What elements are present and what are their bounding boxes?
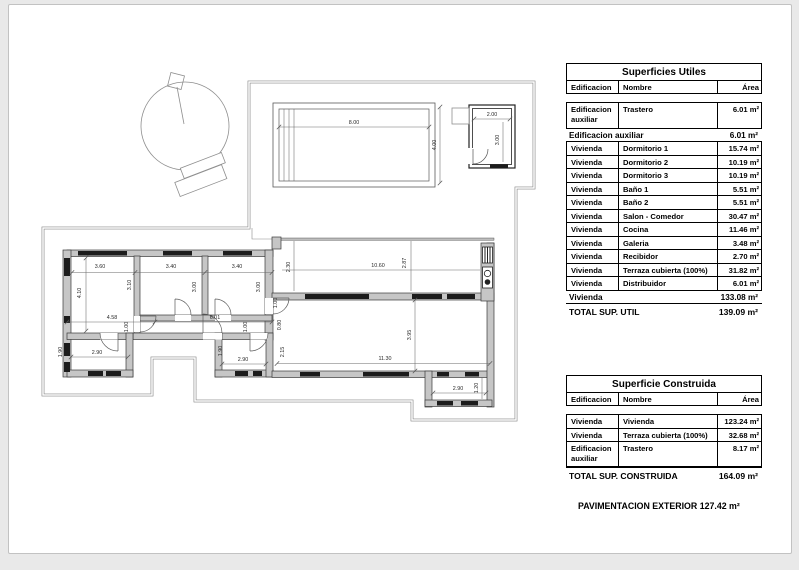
total-value: 164.09 m² [718,471,758,482]
subtotal-row [566,291,762,303]
dimension-label: 4.58 [106,315,118,321]
table-body [566,414,762,483]
subtotal-label: Vivienda [569,292,603,302]
table-row [567,263,761,276]
cell-nombre: Trastero [618,442,717,466]
cell-nombre: Galeria [618,237,717,249]
cell-edificacion: Vivienda [571,417,603,427]
table-title: Superficie Construida [566,375,762,393]
column-header-edificacion: Edificacion [571,83,612,92]
cell-nombre: Recibidor [618,250,717,262]
table-row [567,182,761,195]
dimension-label: 3.10 [127,279,133,291]
cell-area: 11.46 m² [717,223,763,235]
cell-nombre: Cocina [618,223,717,235]
dimension-label: 2.90 [452,386,464,392]
cell-edificacion: Vivienda [571,198,603,208]
dimension-label: 4.10 [77,287,83,299]
cell-nombre: Dormitorio 2 [618,156,717,168]
dimension-label: 2.15 [280,346,286,358]
dimension-label: 3.60 [94,264,106,270]
cell-area: 6.01 m² [717,103,763,128]
cell-area: 10.19 m² [717,156,763,168]
column-header-edificacion: Edificacion [571,395,612,404]
column-header-area: Área [717,81,763,93]
cell-area: 31.82 m² [717,264,763,276]
table-row [567,249,761,262]
cell-area: 3.48 m² [717,237,763,249]
table-row [567,103,761,128]
cell-nombre: Baño 2 [618,196,717,208]
cell-edificacion: Vivienda [571,184,603,194]
table-row [567,236,761,249]
subtotal-row [566,129,762,141]
dimension-label: 11.30 [378,356,392,362]
cell-area: 10.19 m² [717,169,763,181]
table-row [567,142,761,154]
dimension-label: 4.00 [432,139,438,151]
dimension-label: 1.90 [218,345,224,357]
cell-nombre: Terraza cubierta (100%) [618,429,717,441]
cell-nombre: Baño 1 [618,183,717,195]
table-header-row [566,393,762,406]
dimension-label: 2.87 [402,257,408,269]
cell-area: 8.17 m² [717,442,763,466]
cell-area: 5.51 m² [717,183,763,195]
cell-edificacion: Vivienda [571,144,603,154]
dimension-label: 3.40 [165,264,177,270]
table-row [567,276,761,289]
table-row [567,415,761,427]
dimension-label: 3.00 [192,281,198,293]
dimension-label: 10.60 [371,263,385,269]
cell-nombre: Terraza cubierta (100%) [618,264,717,276]
dimension-label: 2.90 [237,357,249,363]
table-block [566,414,762,467]
cell-edificacion: Edificacion auxiliar [571,105,612,124]
dimension-label: 2.90 [91,350,103,356]
cell-edificacion: Vivienda [571,225,603,235]
dimension-label: 1.00 [124,321,130,333]
column-header-area: Área [717,393,763,405]
table-row [567,195,761,208]
cell-edificacion: Vivienda [571,279,603,289]
cell-edificacion: Vivienda [571,157,603,167]
subtotal-label: Edificacion auxiliar [569,131,644,141]
cell-area: 2.70 m² [717,250,763,262]
swimming-pool [273,103,435,187]
dimension-label: 2.00 [486,112,498,118]
utility-equipment [483,247,493,288]
cell-nombre: Salon - Comedor [618,210,717,222]
cell-area: 6.01 m² [717,277,763,289]
column-header-nombre: Nombre [618,393,717,405]
table-body [566,102,762,318]
total-row [566,467,762,483]
cell-nombre: Dormitorio 3 [618,169,717,181]
total-label: TOTAL SUP. UTIL [569,306,640,317]
table-row [567,428,761,441]
dimension-label: 1.00 [243,321,249,333]
table-block [566,102,762,129]
cell-edificacion: Edificacion auxiliar [571,444,612,463]
dimension-label: 3.95 [407,329,413,341]
dimension-label: 1.20 [474,382,480,394]
subtotal-value: 6.01 m² [729,131,758,141]
superficies-utiles-table [566,63,762,319]
dimension-label: 3.00 [256,281,262,293]
cell-area: 30.47 m² [717,210,763,222]
table-block [566,141,762,290]
cell-area: 5.51 m² [717,196,763,208]
pavimentacion-note: PAVIMENTACION EXTERIOR 127.42 m² [578,501,740,511]
table-row [567,441,761,466]
dimension-label: 1.90 [58,346,64,358]
total-value: 139.09 m² [718,306,758,317]
cell-edificacion: Vivienda [571,238,603,248]
cell-edificacion: Vivienda [571,265,603,275]
table-row [567,222,761,235]
cell-nombre: Dormitorio 1 [618,142,717,154]
cell-edificacion: Vivienda [571,211,603,221]
cell-nombre: Vivienda [618,415,717,427]
dimension-label: 1.00 [273,297,279,309]
total-label: TOTAL SUP. CONSTRUIDA [569,471,678,482]
subtotal-value: 133.08 m² [720,292,758,302]
table-header-row [566,81,762,94]
table-row [567,155,761,168]
sunbeds [175,153,227,197]
superficie-construida-table [566,375,762,483]
table-row [567,209,761,222]
cell-area: 123.24 m² [717,415,763,427]
dimension-label: 6.01 [209,315,221,321]
cell-edificacion: Vivienda [571,171,603,181]
total-row [566,303,762,319]
cell-edificacion: Vivienda [571,252,603,262]
column-header-nombre: Nombre [618,81,717,93]
dimension-label: 3.00 [495,134,501,146]
cell-area: 32.68 m² [717,429,763,441]
dimension-label: 2.30 [286,261,292,273]
dimension-label: 0.80 [277,319,283,331]
cell-nombre: Trastero [618,103,717,128]
cell-nombre: Distribuidor [618,277,717,289]
cell-area: 15.74 m² [717,142,763,154]
storage-building [452,105,515,168]
table-title: Superficies Utiles [566,63,762,81]
dimension-label: 8.00 [348,120,360,126]
cell-edificacion: Vivienda [571,430,603,440]
dimension-label: 3.40 [231,264,243,270]
table-row [567,168,761,181]
